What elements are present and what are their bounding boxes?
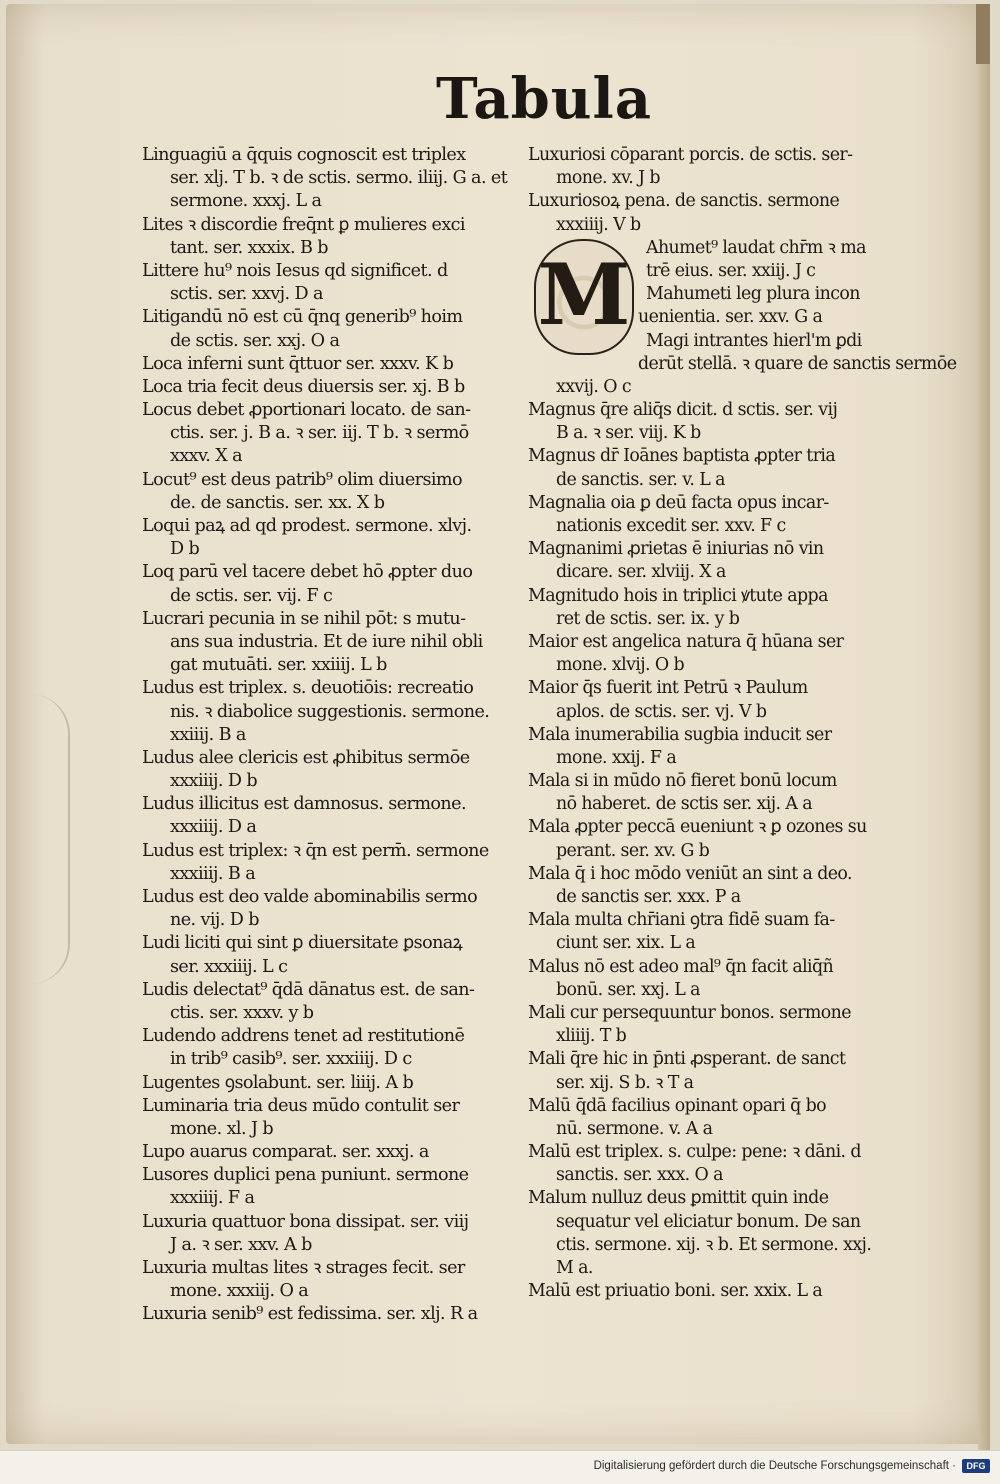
text-line: Mala si in mūdo nō fieret bonū locum: [528, 771, 837, 792]
text-line: ciunt ser. xix. L a: [556, 933, 696, 954]
text-line: Loca tria fecit deus diuersis ser. xj. B b: [142, 376, 465, 397]
text-line: ctis. ser. xxxv. y b: [170, 1002, 314, 1023]
text-line: Mala inumerabilia sugbia inducit ser: [528, 724, 832, 745]
text-line: Mali cur persequuntur bonos. sermone: [528, 1002, 851, 1023]
text-line: Luxuria senib⁹ est fedissima. ser. xlj. R a: [142, 1304, 478, 1325]
text-line: perant. ser. xv. G b: [556, 840, 710, 861]
text-line: in trib⁹ casib⁹. ser. xxxiiij. D c: [170, 1049, 412, 1070]
text-line: Loqui paꝝ ad qd prodest. sermone. xlvj.: [142, 516, 472, 536]
page-heading: Tabula: [436, 66, 653, 132]
text-line: xxxiiij. D b: [170, 771, 258, 792]
text-line: ctis. ser. j. B a. ꝛ ser. iij. T b. ꝛ sermō: [170, 423, 469, 444]
text-line: Lusores duplici pena puniunt. sermone: [142, 1165, 469, 1186]
text-line: Luxuria multas lites ꝛ strages fecit. ser: [142, 1258, 465, 1278]
text-line: Lupo auarus comparat. ser. xxxj. a: [142, 1142, 429, 1163]
text-line: B a. ꝛ ser. viij. K b: [556, 423, 701, 444]
text-line: Malū est priuatio boni. ser. xxix. L a: [528, 1281, 823, 1302]
text-line: Malū est triplex. s. culpe: pene: ꝛ dāni. d: [528, 1142, 861, 1163]
book-page: [6, 4, 990, 1444]
text-line: Ludus est triplex: ꝛ q̄n est perm̄. sermone: [142, 840, 489, 861]
text-line: Lugentes ꝯsolabunt. ser. liiij. A b: [142, 1072, 414, 1093]
right-column-rest: [528, 399, 920, 1303]
text-line: sermone. xxxj. L a: [170, 191, 322, 212]
text-line: nū. sermone. v. A a: [556, 1118, 713, 1139]
text-line: Magi intrantes hierl'm ꝑdi: [646, 330, 862, 351]
text-line: Malū q̄dā facilius opinant opari q̄ bo: [528, 1095, 826, 1116]
text-line: ne. vij. D b: [170, 910, 259, 931]
text-line: tant. ser. xxxix. B b: [170, 237, 328, 258]
text-line: dicare. ser. xlviij. X a: [556, 562, 726, 583]
right-column: [528, 144, 957, 1303]
text-line: ser. xlj. T b. ꝛ de sctis. sermo. iliij. G a. et: [170, 168, 508, 189]
dropcap-letter: M: [537, 244, 631, 344]
text-line: mone. xlvij. O b: [556, 655, 685, 676]
text-line: Ludi liciti qui sint ꝑ diuersitate ꝑsonaꝝ: [142, 933, 463, 954]
page-edge: [978, 4, 990, 1450]
text-line: xxvij. O c: [556, 376, 631, 397]
text-line: Loq parū vel tacere debet hō ꝓpter duo: [142, 562, 473, 583]
text-line: Malum nulluz deus ꝑmittit quin inde: [528, 1188, 829, 1209]
text-line: Ahumet⁹ laudat chr̄m ꝛ ma: [646, 237, 866, 258]
text-line: Linguagiū a q̄quis cognoscit est triplex: [142, 145, 466, 165]
text-line: Ludus est deo valde abominabilis sermo: [142, 887, 478, 907]
text-line: de. de sanctis. ser. xx. X b: [170, 492, 385, 513]
text-line: Litigandū nō est cū q̄nq generib⁹ hoim: [142, 307, 463, 328]
text-line: Ludus est triplex. s. deuotiōis: recreatio: [142, 678, 474, 699]
text-line: de sctis. ser. xxj. O a: [170, 330, 340, 351]
dropcap-initial: [534, 239, 634, 355]
text-line: Mahumeti leg plura incon: [646, 284, 860, 305]
text-line: nis. ꝛ diabolice suggestionis. sermone.: [170, 701, 490, 722]
text-line: Locus debet ꝓportionari locato. de san-: [142, 400, 471, 421]
text-line: Ludis delectat⁹ q̄dā dānatus est. de san-: [142, 979, 475, 1000]
text-line: uenientia. ser. xxv. G a: [638, 307, 823, 328]
text-line: ret de sctis. ser. ix. y b: [556, 608, 740, 629]
text-line: de sctis. ser. vij. F c: [170, 585, 333, 606]
text-line: de sanctis. ser. v. L a: [556, 469, 725, 490]
text-line: xxxiiij. B a: [170, 863, 256, 884]
text-line: bonū. ser. xxj. L a: [556, 979, 700, 1000]
text-line: aplos. de sctis. ser. vj. V b: [556, 701, 767, 722]
text-line: Malus nō est adeo mal⁹ q̄n facit aliq̄ñ: [528, 956, 834, 977]
text-line: Luxuria quattuor bona dissipat. ser. viij: [142, 1211, 469, 1232]
text-line: xxxv. X a: [170, 446, 243, 467]
text-line: Luxuriosi cōparant porcis. de sctis. ser-: [528, 145, 853, 165]
text-line: xxxiiij. D a: [170, 817, 257, 838]
left-column: [142, 144, 532, 1327]
text-line: Luminaria tria deus mūdo contulit ser: [142, 1095, 460, 1116]
text-line: Mali q̄re hic in p̄nti ꝓsperant. de sanct: [528, 1049, 846, 1070]
text-line: sanctis. ser. xxx. O a: [556, 1165, 723, 1186]
text-line: Magnus dr̄ Ioānes baptista ꝓpter tria: [528, 446, 836, 467]
text-line: ser. xxxiiij. L c: [170, 956, 288, 977]
text-line: nō haberet. de sctis ser. xij. A a: [556, 794, 813, 815]
page-corner-tab: [976, 4, 990, 64]
text-line: mone. xxij. F a: [556, 747, 677, 768]
text-line: Mala multa chr̄iani ꝯtra fidē suam fa-: [528, 910, 835, 931]
text-line: xxxiiij. V b: [556, 214, 641, 235]
text-line: xliiij. T b: [556, 1026, 627, 1047]
text-line: Littere hu⁹ nois Iesus qd significet. d: [142, 260, 448, 281]
text-line: Magnalia oia ꝑ deū facta opus incar-: [528, 492, 829, 513]
dfg-logo: DFG: [962, 1459, 990, 1473]
text-line: mone. xxxiij. O a: [170, 1281, 309, 1302]
text-line: mone. xl. J b: [170, 1118, 274, 1139]
text-line: nationis excedit ser. xxv. F c: [556, 516, 786, 536]
text-line: ser. xij. S b. ꝛ T a: [556, 1072, 694, 1093]
footer-bar: [0, 1450, 1000, 1484]
text-line: derūt stellā. ꝛ quare de sanctis sermōe: [638, 353, 957, 374]
text-line: Magnitudo hois in triplici ꝟtute appa: [528, 585, 828, 606]
text-line: Mala q̄ i hoc mōdo veniūt an sint a deo.: [528, 863, 852, 884]
text-line: Mala ꝓpter peccā eueniunt ꝛ ꝑ ozones su: [528, 817, 867, 838]
page-fold-mark: [6, 694, 70, 984]
text-line: xxiiij. B a: [170, 724, 246, 745]
text-line: sctis. ser. xxvj. D a: [170, 284, 323, 305]
text-line: xxxiiij. F a: [170, 1188, 255, 1209]
text-line: Luxuriosoꝝ pena. de sanctis. sermone: [528, 191, 840, 212]
text-line: Maior q̄s fuerit int Petrū ꝛ Paulum: [528, 678, 808, 699]
text-line: mone. xv. J b: [556, 168, 660, 189]
text-line: Magnanimi ꝓrietas ē iniurias nō vin: [528, 539, 824, 560]
right-column-top: [528, 144, 920, 237]
text-line: M a.: [556, 1258, 593, 1278]
text-line: ctis. sermone. xij. ꝛ b. Et sermone. xxj.: [556, 1234, 872, 1255]
text-line: Maior est angelica natura q̄ hūana ser: [528, 631, 844, 652]
text-line: J a. ꝛ ser. xxv. A b: [170, 1234, 312, 1255]
text-line: Lites ꝛ discordie freq̄nt ꝑ mulieres exci: [142, 214, 465, 235]
text-line: de sanctis ser. xxx. P a: [556, 887, 741, 907]
text-line: Ludendo addrens tenet ad restitutionē: [142, 1026, 465, 1047]
text-line: Magnus q̄re aliq̄s dicit. d sctis. ser. vij: [528, 400, 838, 421]
text-line: D b: [170, 539, 200, 560]
text-line: trē eius. ser. xxiij. J c: [646, 260, 816, 281]
text-line: Lucrari pecunia in se nihil pōt: s mutu-: [142, 608, 466, 629]
footer-credit: Digitalisierung gefördert durch die Deutsche Forschungsgemeinschaft ·: [593, 1460, 956, 1472]
text-line: ans sua industria. Et de iure nihil obli: [170, 631, 483, 652]
text-line: Ludus illicitus est damnosus. sermone.: [142, 794, 466, 815]
text-line: Loca inferni sunt q̄ttuor ser. xxxv. K b: [142, 353, 454, 374]
text-line: Locut⁹ est deus patrib⁹ olim diuersimo: [142, 469, 462, 490]
text-line: gat mutuāti. ser. xxiiij. L b: [170, 655, 387, 676]
text-line: sequatur vel eliciatur bonum. De san: [556, 1211, 861, 1232]
text-line: Ludus alee clericis est ꝓhibitus sermōe: [142, 747, 470, 768]
